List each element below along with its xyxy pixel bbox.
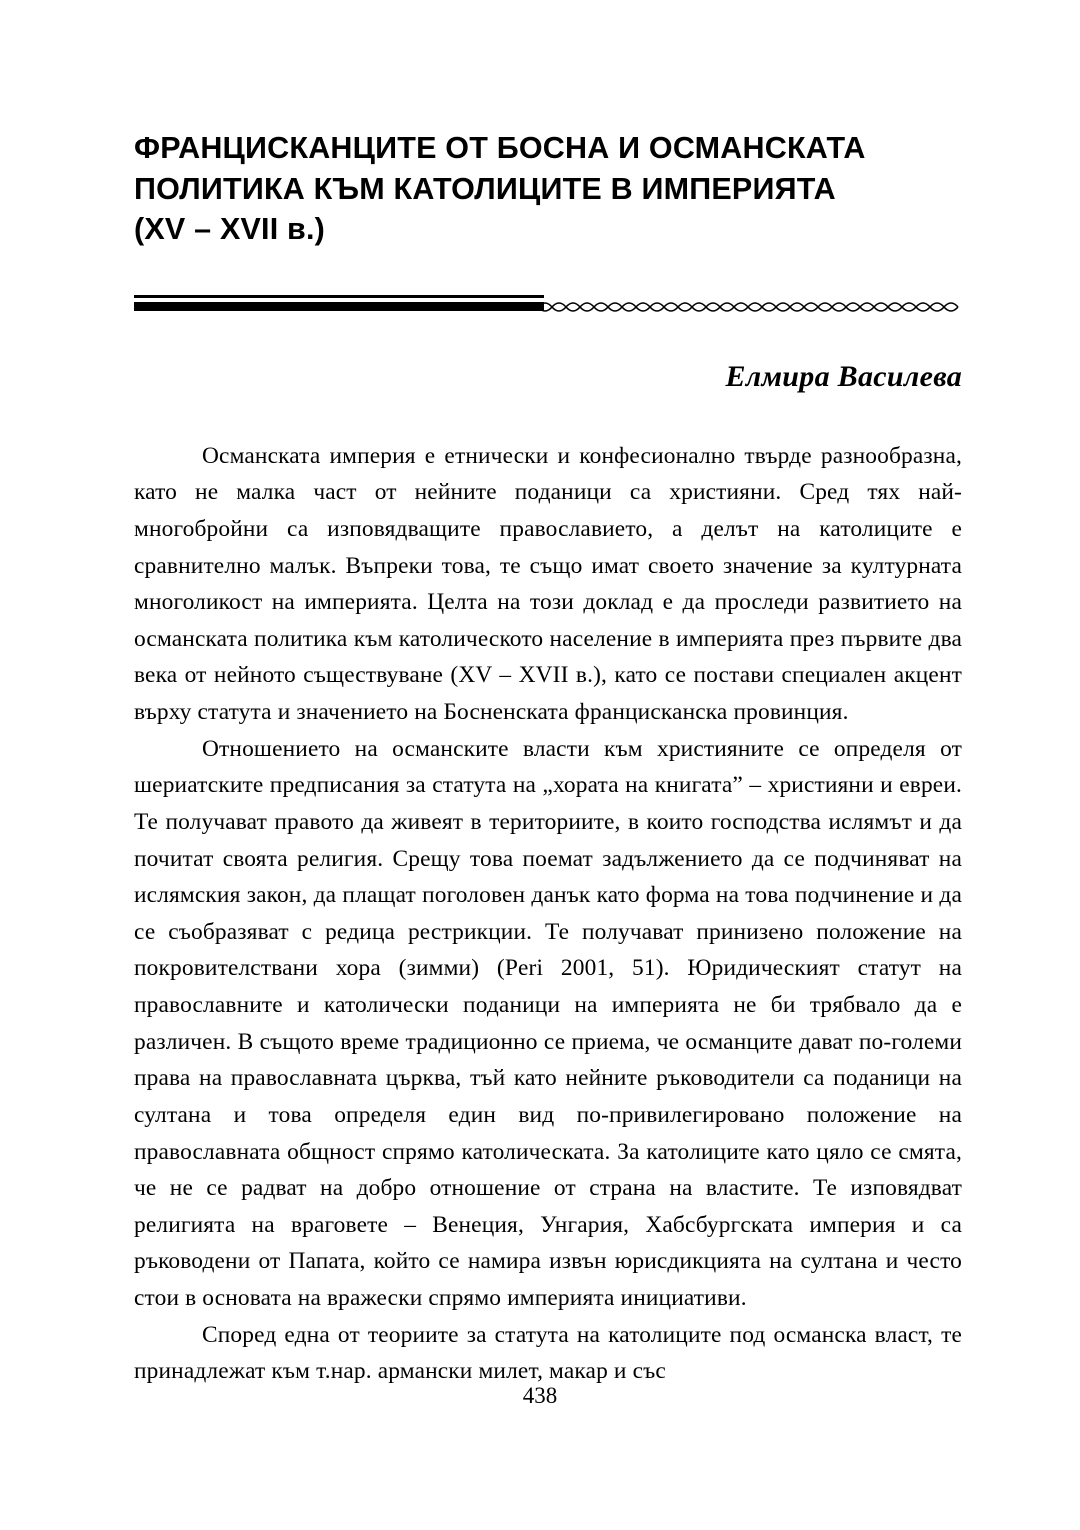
- page-number: 438: [522, 1383, 558, 1408]
- rule-bar: [134, 302, 544, 311]
- wave-ornament-icon: [538, 296, 962, 318]
- title-line-3: (XV – XVII в.): [134, 212, 326, 247]
- author-name: Елмира Василева: [725, 359, 962, 393]
- paragraph-1: Османската империя е етнически и конфесионално твърде разнообразна, като не малка част от нейните поданици са християни. Сред тях най-многобройни са изповядващите православието, а делът на католиците е сравнително малък. Въпреки това, те също имат своето значение за културната многоликост на империята. Целта на този доклад е да проследи развитието на османската политика към католическото население в империята през първите два века от нейното съществуване (XV – XVII в.), като се постави специален акцент върху статута и значението на Босненската францисканска провинция.: [134, 442, 962, 726]
- title-line-1: ФРАНЦИСКАНЦИТЕ ОТ БОСНА И ОСМАНСКАТА: [134, 131, 866, 165]
- page-title: [134, 128, 962, 250]
- article-body: [134, 438, 962, 1390]
- title-line-2: ПОЛИТИКА КЪМ КАТОЛИЦИТЕ В ИМПЕРИЯТА: [134, 171, 836, 206]
- paragraph-3: Според една от теориите за статута на католиците под османска власт, те принадлежат към т.нар. армански милет, макар и със: [134, 1321, 962, 1385]
- paragraph-2: Отношението на османските власти към християните се определя от шериатските предписания за статута на „хората на книгата” – християни и евреи. Те получават правото да живеят в териториите, в които господства ислямът и да почитат своята религия. Срещу това поемат задължението да се подчиняват на ислямския закон, да плащат поголовен данък като форма на това подчинение и да се съобразяват с редица рестрикции. Те получават принизено положение на покровителствани хора (зимми) (Peri 2001, 51). Юридическият статут на православните и католически поданици на империята не би трябвало да е различен. В същото време традиционно се приема, че османците дават по-големи права на православната църква, тъй като нейните ръководители са поданици на султана и това определя един вид по-привилегировано положение на православната общност спрямо католическата. За католиците като цяло се смята, че не се радват на добро отношение от страна на властите. Те изповядват религията на враговете – Венеция, Унгария, Хабсбургската империя и са ръководени от Папата, който се намира извън юрисдикцията на султана и често стои в основата на вражески спрямо империята инициативи.: [134, 735, 962, 1312]
- decorative-rule: [134, 296, 962, 318]
